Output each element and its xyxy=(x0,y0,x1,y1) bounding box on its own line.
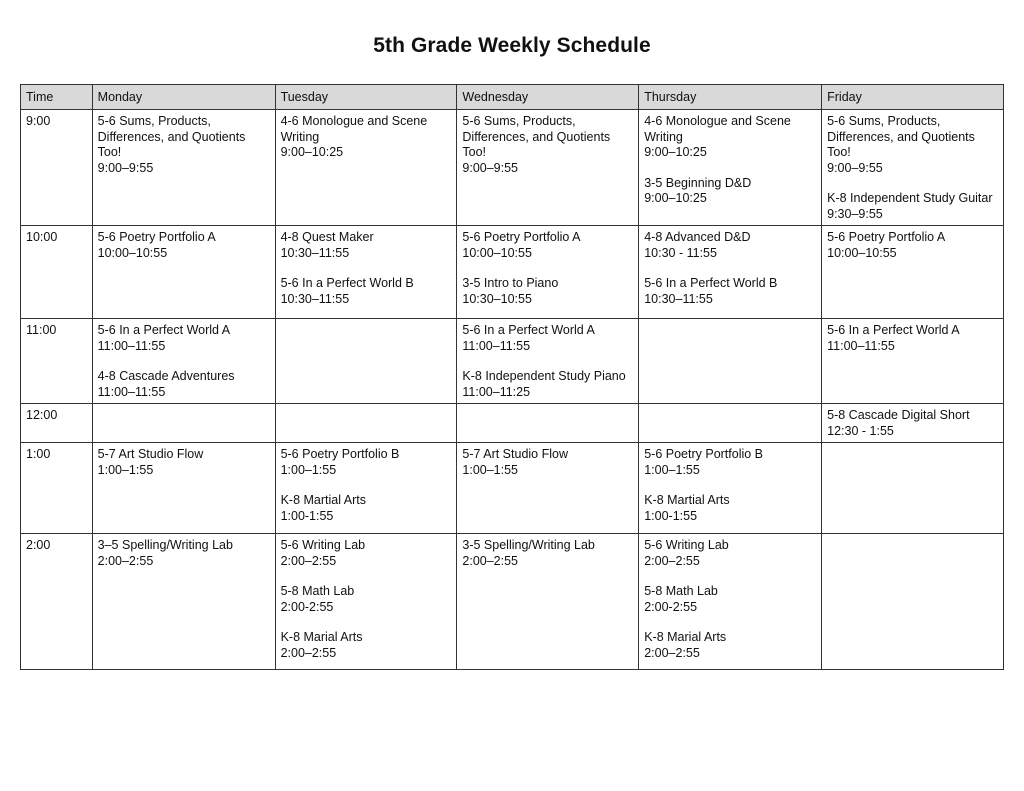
class-entry xyxy=(281,538,452,569)
class-name: 5-6 Sums, Products, Differences, and Quotients Too! xyxy=(462,114,611,159)
class-name: 5-8 Math Lab xyxy=(644,584,718,598)
class-name: 3-5 Spelling/Writing Lab xyxy=(462,538,595,552)
class-entry xyxy=(827,114,998,176)
class-time: 2:00–2:55 xyxy=(462,553,518,568)
schedule-cell-thursday xyxy=(639,226,822,319)
column-header-friday: Friday xyxy=(822,85,1004,110)
class-entry xyxy=(644,630,816,661)
schedule-cell-wednesday xyxy=(457,226,639,319)
class-name: 5-6 Poetry Portfolio B xyxy=(644,447,764,461)
schedule-cell-tuesday xyxy=(275,110,457,226)
column-header-tuesday: Tuesday xyxy=(275,85,457,110)
class-name: 5-6 Writing Lab xyxy=(644,538,729,552)
class-time: 11:00–11:55 xyxy=(827,338,895,353)
column-header-monday: Monday xyxy=(92,85,275,110)
class-time: 11:00–11:25 xyxy=(462,384,531,399)
class-name: K-8 Martial Arts xyxy=(280,493,366,507)
schedule-cell-wednesday xyxy=(457,319,639,404)
schedule-cell-friday xyxy=(822,534,1004,670)
schedule-cell-friday xyxy=(822,443,1004,534)
class-name: 5-8 Math Lab xyxy=(280,584,355,598)
time-slot-label: 2:00 xyxy=(21,534,93,670)
header-row xyxy=(21,85,1004,110)
time-slot-label: 1:00 xyxy=(21,443,93,534)
schedule-cell-wednesday xyxy=(457,443,639,534)
class-time: 1:00–1:55 xyxy=(644,462,700,477)
class-name: 5-7 Art Studio Flow xyxy=(97,447,204,461)
schedule-cell-tuesday xyxy=(275,319,457,404)
class-name: 5-6 Poetry Portfolio A xyxy=(462,230,581,244)
class-entry xyxy=(644,447,816,478)
schedule-cell-friday xyxy=(822,319,1004,404)
schedule-cell-thursday xyxy=(639,319,822,404)
class-entry xyxy=(827,230,998,261)
schedule-cell-monday xyxy=(92,404,275,443)
class-entry xyxy=(644,538,816,569)
class-time: 11:00–11:55 xyxy=(97,384,166,399)
class-entry xyxy=(98,114,270,176)
class-time: 9:00–10:25 xyxy=(280,145,344,159)
time-slot-label: 11:00 xyxy=(21,319,93,404)
class-entry xyxy=(98,230,270,261)
class-entry xyxy=(281,630,452,661)
class-name: 3–5 Spelling/Writing Lab xyxy=(97,538,233,552)
class-entry xyxy=(462,538,633,569)
class-time: 10:30 - 11:55 xyxy=(644,245,717,260)
schedule-cell-monday xyxy=(92,226,275,319)
class-name: K-8 Independent Study Piano xyxy=(462,369,626,383)
class-time: 10:30–11:55 xyxy=(280,245,350,260)
class-entry xyxy=(462,276,633,307)
class-time: 9:00–9:55 xyxy=(462,160,518,175)
schedule-cell-wednesday xyxy=(457,534,639,670)
class-entry xyxy=(827,191,998,222)
class-name: 4-6 Monologue and Scene Writing xyxy=(280,114,428,144)
class-name: 5-6 In a Perfect World B xyxy=(280,276,414,290)
class-time: 1:00–1:55 xyxy=(97,462,154,477)
column-header-wednesday: Wednesday xyxy=(457,85,639,110)
class-time: 9:30–9:55 xyxy=(827,206,883,221)
class-entry xyxy=(98,369,270,400)
schedule-row xyxy=(21,226,1004,319)
class-name: 3-5 Beginning D&D xyxy=(644,175,752,190)
schedule-row xyxy=(21,534,1004,670)
schedule-cell-thursday xyxy=(639,404,822,443)
class-entry xyxy=(462,369,633,400)
schedule-cell-wednesday xyxy=(457,404,639,443)
class-entry xyxy=(462,447,633,478)
class-time: 9:00–10:25 xyxy=(644,191,707,205)
class-entry xyxy=(462,323,633,354)
class-time: 10:00–10:55 xyxy=(97,245,168,260)
schedule-row xyxy=(21,110,1004,226)
time-slot-label: 10:00 xyxy=(21,226,93,319)
schedule-cell-wednesday xyxy=(457,110,639,226)
class-name: 4-6 Monologue and Scene Writing xyxy=(644,114,791,144)
class-time: 9:00–9:55 xyxy=(97,160,154,175)
class-entry xyxy=(644,276,816,307)
class-time: 2:00–2:55 xyxy=(644,645,700,660)
class-entry xyxy=(98,538,270,569)
class-entry xyxy=(281,230,452,261)
class-name: 4-8 Quest Maker xyxy=(280,230,374,244)
schedule-cell-tuesday xyxy=(275,443,457,534)
schedule-cell-monday xyxy=(92,534,275,670)
class-name: 5-6 In a Perfect World A xyxy=(827,323,960,337)
schedule-table xyxy=(20,84,1004,670)
schedule-cell-monday xyxy=(92,443,275,534)
class-time: 9:00–9:55 xyxy=(827,160,883,175)
class-entry xyxy=(644,114,816,161)
class-time: 1:00–1:55 xyxy=(462,462,518,477)
class-time: 1:00–1:55 xyxy=(280,462,337,477)
column-header-thursday: Thursday xyxy=(639,85,822,110)
class-time: 2:00–2:55 xyxy=(280,553,337,568)
class-time: 11:00–11:55 xyxy=(97,338,166,353)
class-name: 4-8 Advanced D&D xyxy=(644,230,751,244)
class-time: 9:00–10:25 xyxy=(644,145,707,159)
class-entry xyxy=(462,114,633,176)
class-time: 2:00-2:55 xyxy=(644,599,698,614)
time-slot-label: 9:00 xyxy=(21,110,93,226)
class-time: 10:00–10:55 xyxy=(827,245,897,260)
schedule-cell-friday xyxy=(822,226,1004,319)
class-entry xyxy=(281,447,452,478)
schedule-cell-tuesday xyxy=(275,404,457,443)
class-entry xyxy=(98,323,270,354)
class-name: 3-5 Intro to Piano xyxy=(462,276,559,290)
class-entry xyxy=(827,408,998,439)
schedule-cell-thursday xyxy=(639,443,822,534)
class-name: 5-6 Sums, Products, Differences, and Quotients Too! xyxy=(827,114,975,159)
schedule-cell-friday xyxy=(822,404,1004,443)
class-time: 1:00-1:55 xyxy=(644,508,698,523)
class-time: 2:00–2:55 xyxy=(280,645,337,660)
class-time: 10:30–11:55 xyxy=(280,291,350,306)
class-time: 1:00-1:55 xyxy=(280,508,334,523)
schedule-cell-tuesday xyxy=(275,226,457,319)
time-slot-label: 12:00 xyxy=(21,404,93,443)
class-name: K-8 Marial Arts xyxy=(644,630,727,644)
class-entry xyxy=(281,584,452,615)
class-entry xyxy=(644,230,816,261)
class-name: 5-8 Cascade Digital Short xyxy=(827,408,970,422)
class-time: 10:00–10:55 xyxy=(462,245,532,260)
class-time: 2:00–2:55 xyxy=(644,553,700,568)
class-entry xyxy=(644,493,816,524)
class-name: 5-6 Poetry Portfolio B xyxy=(280,447,400,461)
schedule-cell-tuesday xyxy=(275,534,457,670)
class-name: 5-7 Art Studio Flow xyxy=(462,447,568,461)
class-name: 5-6 Poetry Portfolio A xyxy=(97,230,216,244)
class-time: 10:30–10:55 xyxy=(462,291,532,306)
class-entry xyxy=(98,447,270,478)
class-entry xyxy=(644,176,816,207)
class-name: 5-6 In a Perfect World A xyxy=(462,323,595,337)
column-header-time: Time xyxy=(21,85,93,110)
schedule-cell-thursday xyxy=(639,110,822,226)
schedule-cell-thursday xyxy=(639,534,822,670)
class-time: 12:30 - 1:55 xyxy=(827,423,894,438)
class-name: 5-6 Poetry Portfolio A xyxy=(827,230,946,244)
class-name: K-8 Marial Arts xyxy=(280,630,363,644)
class-entry xyxy=(281,114,452,161)
class-name: K-8 Independent Study Guitar xyxy=(827,191,993,205)
class-entry xyxy=(827,323,998,354)
class-time: 2:00–2:55 xyxy=(97,553,154,568)
class-time: 2:00-2:55 xyxy=(280,599,334,614)
schedule-row xyxy=(21,404,1004,443)
page-title: 5th Grade Weekly Schedule xyxy=(373,34,651,57)
schedule-row xyxy=(21,443,1004,534)
class-entry xyxy=(281,276,452,307)
class-entry xyxy=(281,493,452,524)
class-name: 5-6 In a Perfect World A xyxy=(97,323,231,337)
class-name: 4-8 Cascade Adventures xyxy=(97,369,235,383)
schedule-cell-monday xyxy=(92,319,275,404)
class-name: K-8 Martial Arts xyxy=(644,493,730,507)
schedule-row xyxy=(21,319,1004,404)
class-name: 5-6 Sums, Products, Differences, and Quotients Too! xyxy=(97,114,246,159)
class-entry xyxy=(644,584,816,615)
class-name: 5-6 In a Perfect World B xyxy=(644,276,778,290)
class-entry xyxy=(462,230,633,261)
schedule-cell-monday xyxy=(92,110,275,226)
class-time: 11:00–11:55 xyxy=(462,338,531,353)
schedule-cell-friday xyxy=(822,110,1004,226)
class-name: 5-6 Writing Lab xyxy=(280,538,366,552)
class-time: 10:30–11:55 xyxy=(644,291,713,306)
